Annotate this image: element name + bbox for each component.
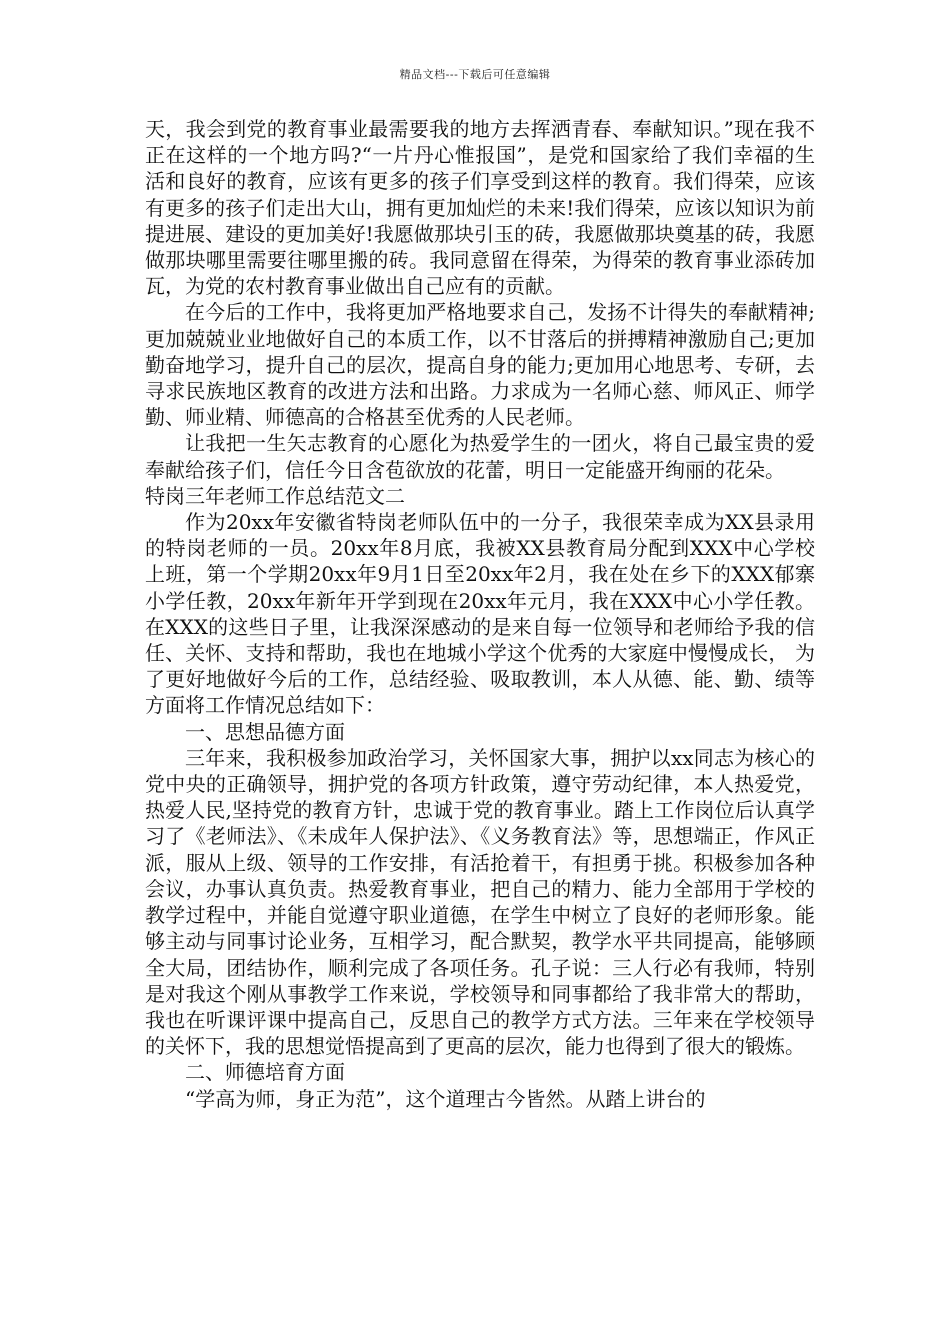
document-body bbox=[145, 116, 815, 1112]
paragraph: 作为20xx年安徽省特岗老师队伍中的一分子，我很荣幸成为XX县录用的特岗老师的一员。20xx年8月底，我被XX县教育局分配到XXX中心学校上班，第一个学期20xx年9月1日至20xx年2月，我在处在乡下的XXX郁寨小学任教，20xx年新年开学到现在20xx年元月，我在XXX中心小学任教。在XXX的这些日子里，让我深深感动的是来自每一位领导和老师给予我的信任、关怀、支持和帮助，我也在地城小学这个优秀的大家庭中慢慢成长， 为了更好地做好今后的工作，总结经验、吸取教训，本人从德、能、勤、绩等方面将工作情况总结如下： bbox=[145, 510, 815, 718]
paragraph-continuation: 天，我会到党的教育事业最需要我的地方去挥洒青春、奉献知识。”现在我不正在这样的一个地方吗?“一片丹心惟报国”，是党和国家给了我们幸福的生活和良好的教育，应该有更多的孩子们享受到这样的教育。我们得荣，应该有更多的孩子们走出大山，拥有更加灿烂的未来!我们得荣，应该以知识为前提进展、建设的更加美好!我愿做那块引玉的砖，我愿做那块奠基的砖，我愿做那块哪里需要往哪里搬的砖。我同意留在得荣，为得荣的教育事业添砖加瓦，为党的农村教育事业做出自己应有的贡献。 bbox=[145, 117, 815, 299]
section-title: 特岗三年老师工作总结范文二 bbox=[145, 483, 405, 508]
paragraph: 让我把一生矢志教育的心愿化为热爱学生的一团火，将自己最宝贵的爱奉献给孩子们，信任今日含苞欲放的花蕾，明日一定能盛开绚丽的花朵。 bbox=[145, 431, 815, 482]
paragraph: 在今后的工作中，我将更加严格地要求自己，发扬不计得失的奉献精神;更加兢兢业业地做好自己的本质工作，以不甘落后的拼搏精神激励自己;更加勤奋地学习，提升自己的层次，提高自身的能力;更加用心地思考、专研，去寻求民族地区教育的改进方法和出路。力求成为一名师心慈、师风正、师学勤、师业精、师德高的合格甚至优秀的人民老师。 bbox=[145, 300, 815, 430]
subsection-heading: 一、思想品德方面 bbox=[185, 719, 345, 744]
page-header: 精品文档---下载后可任意编辑 bbox=[399, 68, 551, 81]
paragraph: 三年来，我积极参加政治学习，关怀国家大事，拥护以xx同志为核心的党中央的正确领导，拥护党的各项方针政策，遵守劳动纪律，本人热爱党，热爱人民,坚持党的教育方针，忠诚于党的教育事业。踏上工作岗位后认真学习了《老师法》、《未成年人保护法》、《义务教育法》等，思想端正，作风正派，服从上级、领导的工作安排，有活抢着干，有担勇于挑。积极参加各种会议，办事认真负责。热爱教育事业，把自己的精力、能力全部用于学校的教学过程中，并能自觉遵守职业道德，在学生中树立了良好的老师形象。能够主动与同事讨论业务，互相学习，配合默契，教学水平共同提高，能够顾全大局，团结协作，顺利完成了各项任务。孔子说：三人行必有我师，特别是对我这个刚从事教学工作来说，学校领导和同事都给了我非常大的帮助，我也在听课评课中提高自己，反思自己的教学方式方法。三年来在学校领导的关怀下，我的思想觉悟提高到了更高的层次，能力也得到了很大的锻炼。 bbox=[145, 745, 815, 1059]
paragraph: “学高为师，身正为范”，这个道理古今皆然。从踏上讲台的 bbox=[185, 1086, 706, 1111]
subsection-heading: 二、师德培育方面 bbox=[185, 1060, 345, 1085]
